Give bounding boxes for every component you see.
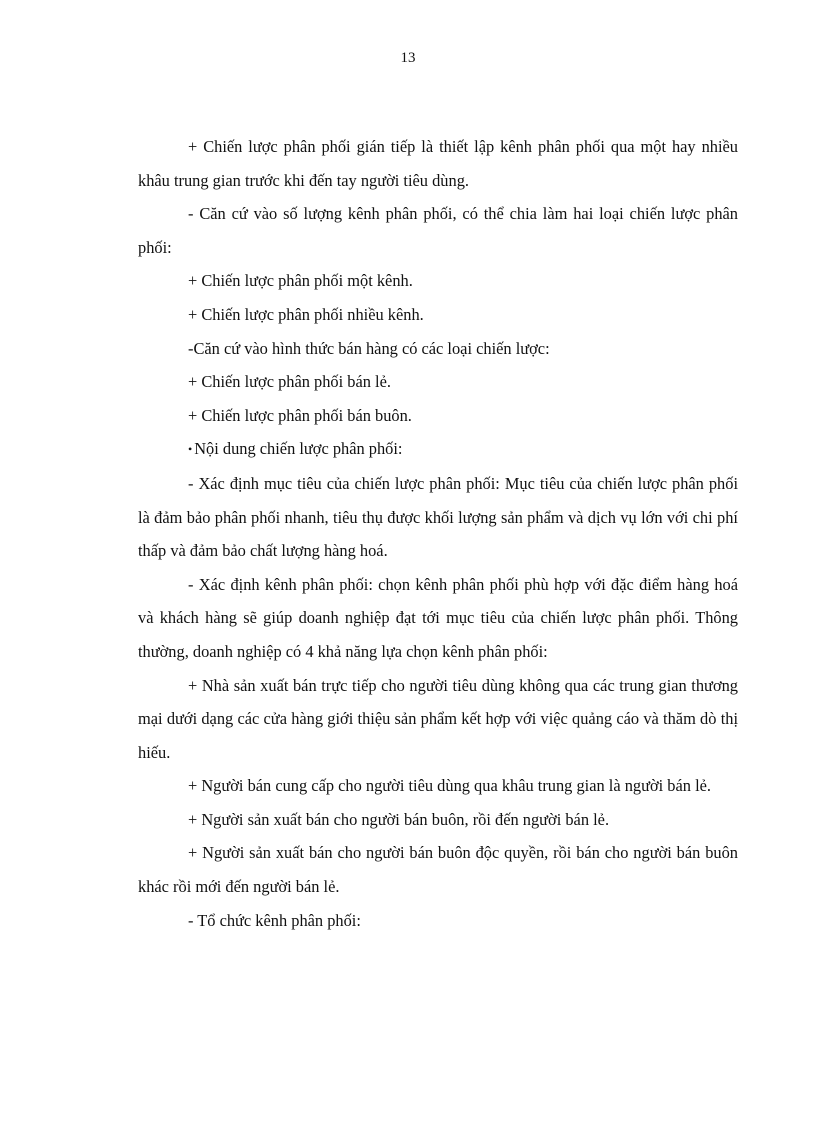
document-body xyxy=(138,130,738,937)
paragraph: + Nhà sản xuất bán trực tiếp cho người tiêu dùng không qua các trung gian thương mại dưới dạng các cửa hàng giới thiệu sản phẩm kết hợp với việc quảng cáo và thăm dò thị hiếu. xyxy=(138,675,738,762)
paragraph: + Chiến lược phân phối nhiều kênh. xyxy=(188,304,424,324)
paragraph: -Căn cứ vào hình thức bán hàng có các loại chiến lược: xyxy=(188,338,550,358)
paragraph: + Người sản xuất bán cho người bán buôn, rồi đến người bán lẻ. xyxy=(188,809,610,829)
paragraph: + Người bán cung cấp cho người tiêu dùng qua khâu trung gian là người bán lẻ. xyxy=(188,776,711,796)
paragraph: - Căn cứ vào số lượng kênh phân phối, có thể chia làm hai loại chiến lược phân phối: xyxy=(138,204,738,257)
bullet-heading xyxy=(138,432,738,467)
paragraph: + Chiến lược phân phối bán buôn. xyxy=(188,405,412,425)
paragraph: - Xác định kênh phân phối: chọn kênh phân phối phù hợp với đặc điểm hàng hoá và khách hàng sẽ giúp doanh nghiệp đạt tới mục tiêu của chiến lược phân phối. Thông thường, doanh nghiệp có 4 khả năng lựa chọn kênh phân phối: xyxy=(138,574,738,661)
paragraph: - Xác định mục tiêu của chiến lược phân phối: Mục tiêu của chiến lược phân phối là đảm bảo phân phối nhanh, tiêu thụ được khối lượng sản phẩm và dịch vụ lớn với chi phí thấp và đảm bảo chất lượng hàng hoá. xyxy=(138,473,738,561)
paragraph: + Chiến lược phân phối bán lẻ. xyxy=(188,372,391,392)
paragraph: + Chiến lược phân phối một kênh. xyxy=(188,271,413,291)
page-number: 13 xyxy=(400,50,416,66)
bullet-heading-text: Nội dung chiến lược phân phối: xyxy=(194,439,403,459)
paragraph: + Người sản xuất bán cho người bán buôn độc quyền, rồi bán cho người bán buôn khác rồi mới đến người bán lẻ. xyxy=(138,843,738,897)
paragraph: + Chiến lược phân phối gián tiếp là thiết lập kênh phân phối qua một hay nhiều khâu trung gian trước khi đến tay người tiêu dùng. xyxy=(138,137,738,190)
paragraph: - Tổ chức kênh phân phối: xyxy=(188,910,361,930)
bullet-icon: • xyxy=(188,442,193,457)
